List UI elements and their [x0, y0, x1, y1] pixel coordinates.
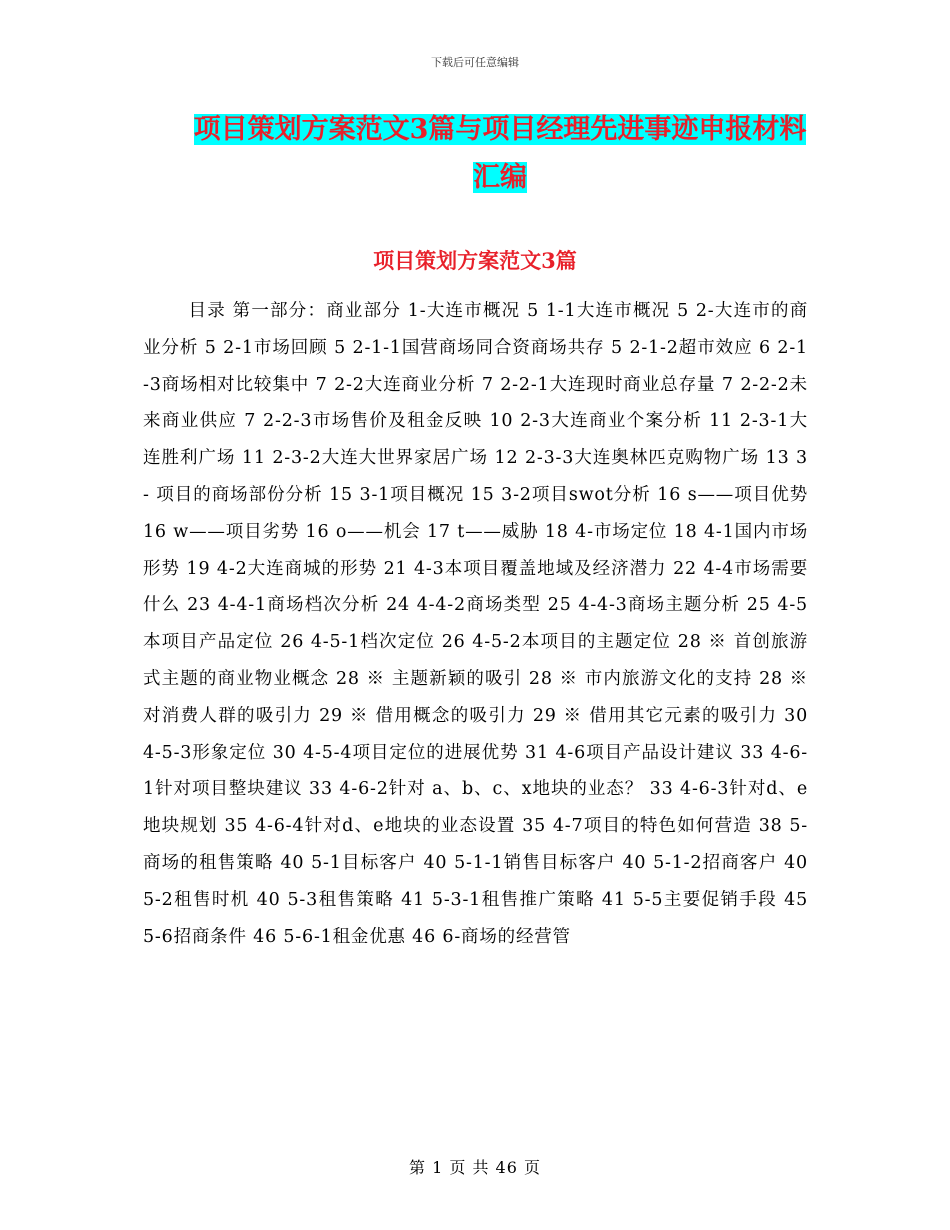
main-title-line1: 项目策划方案范文3篇与项目经理先进事迹申报材料: [193, 114, 807, 145]
main-title: [160, 106, 840, 202]
table-of-contents-paragraph: 目录 第一部分：商业部分 1-大连市概况 5 1-1大连市概况 5 2-大连市的商业分析 5 2-1市场回顾 5 2-1-1国营商场同合资商场共存 5 2-1-2超市效应 6 2-1-3商场相对比较集中 7 2-2大连商业分析 7 2-2-1大连现时商业总存量 7 2-2-2未来商业供应 7 2-2-3市场售价及租金反映 10 2-3大连商业个案分析 11 2-3-1大连胜利广场 11 2-3-2大连大世界家居广场 12 2-3-3大连奥林匹克购物广场 13 3- 项目的商场部份分析 15 3-1项目概况 15 3-2项目swot分析 16 s——项目优势 16 w——项目劣势 16 o——机会 17 t——威胁 18 4-市场定位 18 4-1国内市场形势 19 4-2大连商城的形势 21 4-3本项目覆盖地域及经济潜力 22 4-4市场需要什么 23 4-4-1商场档次分析 24 4-4-2商场类型 25 4-4-3商场主题分析 25 4-5本项目产品定位 26 4-5-1档次定位 26 4-5-2本项目的主题定位 28 ※ 首创旅游式主题的商业物业概念 28 ※ 主题新颖的吸引 28 ※ 市内旅游文化的支持 28 ※ 对消费人群的吸引力 29 ※ 借用概念的吸引力 29 ※ 借用其它元素的吸引力 30 4-5-3形象定位 30 4-5-4项目定位的进展优势 31 4-6项目产品设计建议 33 4-6-1针对项目整块建议 33 4-6-2针对 a、b、c、x地块的业态？ 33 4-6-3针对d、e地块规划 35 4-6-4针对d、e地块的业态设置 35 4-7项目的特色如何营造 38 5-商场的租售策略 40 5-1目标客户 40 5-1-1销售目标客户 40 5-1-2招商客户 40 5-2租售时机 40 5-3租售策略 41 5-3-1租售推广策略 41 5-5主要促销手段 45 5-6招商条件 46 5-6-1租金优惠 46 6-商场的经营管: [143, 301, 808, 947]
page-footer: 第 1 页 共 46 页: [409, 1158, 541, 1177]
section-title: 项目策划方案范文3篇: [373, 248, 577, 273]
main-title-line2: 汇编: [473, 162, 527, 193]
header-note: 下载后可任意编辑: [431, 56, 519, 69]
